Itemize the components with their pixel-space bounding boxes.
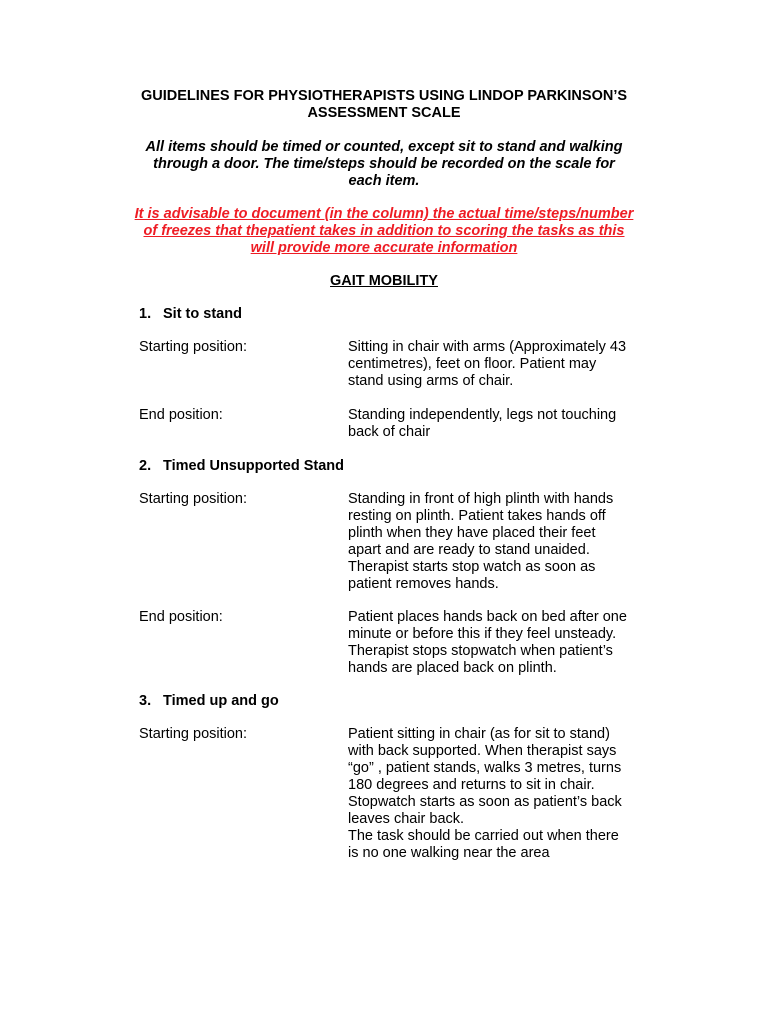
description-line: stand using arms of chair. bbox=[348, 373, 514, 389]
description-line: The task should be carried out when there bbox=[348, 828, 619, 844]
description-line: hands are placed back on plinth. bbox=[348, 660, 557, 676]
item-heading bbox=[139, 306, 242, 323]
description-line: “go” , patient stands, walks 3 metres, turns bbox=[348, 760, 622, 776]
starting-position-label: Starting position: bbox=[139, 339, 248, 355]
description-line: centimetres), feet on floor. Patient may bbox=[348, 356, 597, 372]
description-line: Stopwatch starts as soon as patient’s back bbox=[348, 794, 622, 810]
description-line: Standing in front of high plinth with hands bbox=[348, 491, 614, 507]
description-line: apart and are ready to stand unaided. bbox=[348, 542, 590, 558]
description-line: with back supported. When therapist says bbox=[348, 743, 617, 759]
intro-instructions bbox=[80, 139, 688, 190]
item-title: Timed Unsupported Stand bbox=[163, 458, 344, 474]
starting-position-description bbox=[348, 726, 668, 862]
title-line: ASSESSMENT SCALE bbox=[307, 105, 461, 121]
description-line: Patient places hands back on bed after one bbox=[348, 609, 627, 625]
item-number: 3. bbox=[139, 693, 152, 709]
item-title: Timed up and go bbox=[163, 693, 279, 709]
document-title bbox=[80, 88, 688, 122]
advice-line: of freezes that thepatient takes in addition to scoring the tasks as this bbox=[143, 223, 625, 239]
intro-line: All items should be timed or counted, except sit to stand and walking bbox=[145, 139, 623, 155]
starting-position-description bbox=[348, 339, 668, 390]
advice-note bbox=[80, 206, 688, 257]
item-heading bbox=[139, 693, 279, 710]
description-line: plinth when they have placed their feet bbox=[348, 525, 596, 541]
description-line: is no one walking near the area bbox=[348, 845, 550, 861]
end-position-description bbox=[348, 407, 668, 441]
item-heading bbox=[139, 458, 344, 475]
item-title: Sit to stand bbox=[163, 306, 242, 322]
description-line: Therapist starts stop watch as soon as bbox=[348, 559, 596, 575]
starting-position-label: Starting position: bbox=[139, 726, 248, 742]
starting-position-description bbox=[348, 491, 668, 593]
intro-line: through a door. The time/steps should be recorded on the scale for bbox=[153, 156, 615, 172]
description-line: resting on plinth. Patient takes hands off bbox=[348, 508, 606, 524]
description-line: back of chair bbox=[348, 424, 431, 440]
title-line: GUIDELINES FOR PHYSIOTHERAPISTS USING LINDOP PARKINSON’S bbox=[140, 88, 628, 104]
intro-line: each item. bbox=[348, 173, 420, 189]
section-title: GAIT MOBILITY bbox=[330, 273, 438, 289]
description-line: leaves chair back. bbox=[348, 811, 465, 827]
item-number: 2. bbox=[139, 458, 152, 474]
description-line: Standing independently, legs not touching bbox=[348, 407, 617, 423]
starting-position-label: Starting position: bbox=[139, 491, 248, 507]
advice-line: It is advisable to document (in the column) the actual time/steps/number bbox=[134, 206, 634, 222]
end-position-label: End position: bbox=[139, 609, 223, 625]
description-line: patient removes hands. bbox=[348, 576, 499, 592]
end-position-description bbox=[348, 609, 668, 677]
description-line: Sitting in chair with arms (Approximately 43 bbox=[348, 339, 627, 355]
advice-line: will provide more accurate information bbox=[250, 240, 518, 256]
description-line: 180 degrees and returns to sit in chair. bbox=[348, 777, 595, 793]
description-line: minute or before this if they feel unsteady. bbox=[348, 626, 617, 642]
item-number: 1. bbox=[139, 306, 152, 322]
description-line: Patient sitting in chair (as for sit to stand) bbox=[348, 726, 610, 742]
description-line: Therapist stops stopwatch when patient’s bbox=[348, 643, 613, 659]
end-position-label: End position: bbox=[139, 407, 223, 423]
